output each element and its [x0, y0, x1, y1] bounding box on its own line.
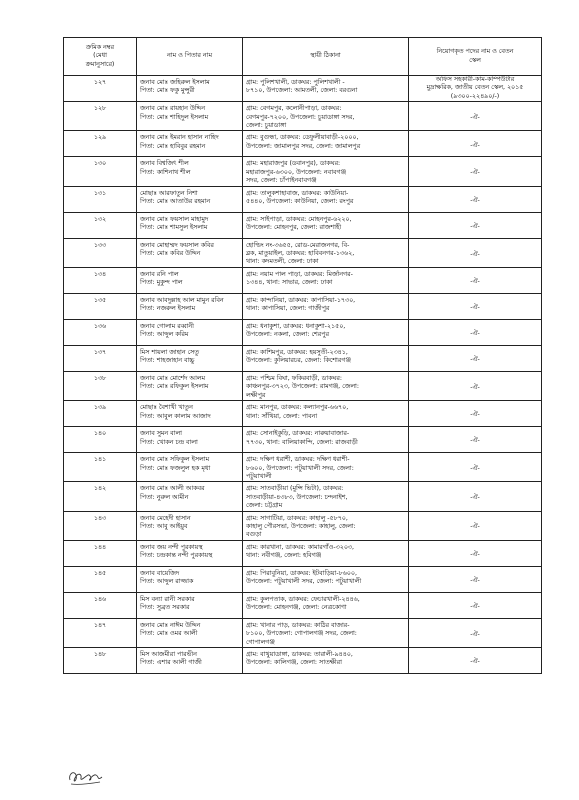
table-row [64, 267, 542, 293]
address-cell [243, 371, 409, 400]
post-cell [409, 157, 542, 186]
address-cell [243, 540, 409, 566]
address-cell [243, 293, 409, 319]
address-line: উপজেলা: মোহনগঞ্জ, জেলা: নেত্রকোণা [246, 604, 347, 612]
table-row [64, 618, 542, 647]
name-cell [137, 592, 243, 618]
father-name: পিতা: এশার আলী গাজী [140, 659, 202, 667]
candidate-name: মিস বন্যা রানী সরকার [140, 595, 195, 603]
address-line: গ্রাম: পশ্চিম বিঘা, ফকিরবাড়ী, ডাকঘর: [246, 374, 343, 382]
table-row [64, 566, 542, 592]
address-line: ৮১০০, উপজেলা: গোপালগঞ্জ সদর, জেলা: [246, 630, 357, 638]
ditto-mark: -ঐ- [470, 383, 480, 391]
father-name: পিতা: আবুল কালাম আজাদ [140, 412, 211, 420]
header-post: নিয়োগকৃত পদের নাম ও বেতন স্কেল [409, 38, 542, 76]
address-line: গ্রাম: সোনাইকুড়ি, ডাকঘর: নারুয়াবাজার- [246, 430, 350, 438]
name-cell [137, 401, 243, 427]
address-line: ৮৭১০, উপজেলা: আমতলী, জেলা: বরগুনা [246, 87, 358, 95]
post-cell [409, 131, 542, 157]
post-cell [409, 267, 542, 293]
address-line: পটুয়াখালী [246, 472, 272, 480]
address-line: ৮৬০০, উপজেলা: পটুয়াখালী সদর, জেলা: [246, 464, 354, 472]
name-cell [137, 647, 243, 673]
name-cell [137, 212, 243, 238]
table-row [64, 238, 542, 267]
address-line: কাহালু পৌরসভা, উপজেলা: কাহালু, জেলা: [246, 522, 356, 530]
address-line: জেলা: চট্টগ্রাম [246, 502, 283, 510]
post-cell [409, 566, 542, 592]
father-name: পিতা: মোঃ শামসুল ইসলাম [140, 224, 208, 232]
table-row [64, 540, 542, 566]
father-name: পিতা: মোঃ শাহিদুল ইসলাম [140, 113, 209, 121]
post-line: মুদ্রাক্ষরিক, জাতীয় বেতন স্কেল, ২০১৫ [426, 84, 524, 92]
ditto-mark: -ঐ- [470, 577, 480, 585]
father-name: পিতা: আবু আইয়ুব [140, 522, 188, 530]
ditto-mark: -ঐ- [470, 278, 480, 286]
table-row [64, 511, 542, 540]
serial-number: ১৪৫ [64, 566, 137, 592]
table-row [64, 186, 542, 212]
address-cell [243, 238, 409, 267]
address-cell [243, 566, 409, 592]
table-row [64, 319, 542, 345]
ditto-mark: -ঐ- [470, 304, 480, 312]
address-line: কাঞ্চনপুর-৩৭২৩, উপজেলা: রামগঞ্জ, জেলা: [246, 383, 359, 391]
address-cell [243, 453, 409, 482]
post-cell [409, 238, 542, 267]
address-cell [243, 511, 409, 540]
candidate-name: জনাব মেহেদী হাসান [140, 514, 191, 522]
candidate-name: জনাব মোঃ ইমরান হাসান নাহিদ [140, 134, 219, 142]
post-cell [409, 212, 542, 238]
address-line: গ্রাম: বাথুয়াডাঙ্গা, ডাকঘর: তারালী-৯৪৪০, [246, 650, 353, 658]
header-serial: ক্রমিক নম্বর (মেধা ক্রমানুসারে) [64, 38, 137, 76]
address-line: ৭৭৩০, থানা: বালিয়াকান্দি, জেলা: রাজবাড়ী [246, 438, 358, 446]
father-name: পিতা: মুকুন্দ পাল [140, 279, 183, 287]
ditto-mark: -ঐ- [470, 141, 480, 149]
address-line: সাতবাড়ীয়া-৪৩৮৩, উপজেলা: চন্দনাইশ, [246, 493, 348, 501]
candidate-name: মিস আজমীরা পারভীন [140, 650, 197, 658]
serial-number: ১৩৭ [64, 345, 137, 371]
address-line: বগুড়া [246, 531, 262, 539]
table-row [64, 293, 542, 319]
address-line: উপজেলা: নকলা, জেলা: শেরপুর [246, 331, 329, 339]
candidate-name: জনাব মোঃ মোর্শেদ আলম [140, 374, 205, 382]
ditto-mark: -ঐ- [470, 222, 480, 230]
address-cell [243, 647, 409, 673]
address-line: উপজেলা: কালিগঞ্জ, জেলা: সাতক্ষীরা [246, 659, 342, 667]
address-line: উপজেলা: মোহনপুর, জেলা: রাজশাহী [246, 224, 342, 232]
ditto-mark: -ঐ- [470, 356, 480, 364]
table-row [64, 371, 542, 400]
ditto-mark: -ঐ- [470, 437, 480, 445]
serial-number: ১২৮ [64, 102, 137, 131]
father-name: পিতা: আব্দুল রাজ্জাক [140, 578, 194, 586]
ditto-mark: -ঐ- [470, 250, 480, 258]
ditto-mark: -ঐ- [470, 330, 480, 338]
address-line: ১৩৪৪, থানা: সাভার, জেলা: ঢাকা [246, 279, 333, 287]
father-name: পিতা: শাহজাহান বাচ্চু [140, 357, 195, 365]
serial-number: ১৩৬ [64, 319, 137, 345]
name-cell [137, 76, 243, 102]
serial-number: ১২৭ [64, 76, 137, 102]
address-cell [243, 427, 409, 453]
candidate-name: জনাব বিশ্বজিৎ শীল [140, 160, 189, 168]
candidate-name: মিস শায়লা জাহান সেতু [140, 348, 200, 356]
address-line: উপজেলা: কুলিয়ারচর, জেলা: কিশোরগঞ্জ [246, 357, 351, 365]
name-cell [137, 238, 243, 267]
address-line: উপজেলা: পটুয়াখালী সদর, জেলা: পটুয়াখালী [246, 578, 362, 586]
ditto-mark: -ঐ- [470, 523, 480, 531]
father-name: পিতা: চন্দ্রকান্ত নন্দী পুরকায়স্থ [140, 552, 213, 560]
address-cell [243, 319, 409, 345]
address-line: মহারাজপুর-৬৩০০, উপজেলা: নবাবগঞ্জ [246, 168, 347, 176]
serial-number: ১৪০ [64, 427, 137, 453]
serial-number: ১২৯ [64, 131, 137, 157]
father-name: পিতা: মোঃ ফজলুল হক মৃধা [140, 464, 211, 472]
name-cell [137, 540, 243, 566]
address-line: গ্রাম: ধনাকুশা, ডাকঘর: ধনাকুশা-২১৫০, [246, 322, 346, 330]
candidate-name: জনাব বায়েজিদ [140, 569, 180, 577]
address-line: গ্রাম: সাগাটিয়া, ডাকঘর: কাহালু -৫৮৭০, [246, 514, 348, 522]
name-cell [137, 186, 243, 212]
serial-number: ১৪১ [64, 453, 137, 482]
candidate-name: জনাব আবদুল্লাহ আল মামুন রবিন [140, 296, 224, 304]
serial-number: ১৪৮ [64, 647, 137, 673]
name-cell [137, 482, 243, 511]
name-cell [137, 345, 243, 371]
address-line: জেলা: চুয়াডাঙ্গা [246, 122, 287, 130]
serial-number: ১৩৮ [64, 371, 137, 400]
ditto-mark: -ঐ- [470, 603, 480, 611]
candidate-name: জনাব মোঃ ফয়সাল মাহামুদ [140, 215, 209, 223]
serial-number: ১৩১ [64, 186, 137, 212]
candidate-name: জনাব মোঃ জহিরুল ইসলাম [140, 79, 210, 86]
serial-number: ১৪৭ [64, 618, 137, 647]
father-name: পিতা: মোঃ ফকু মুন্সুরী [140, 87, 195, 95]
candidate-name: জনাব মোঃ আলী আকবর [140, 485, 205, 493]
address-line: থানা: নবীগঞ্জ, জেলা: হবিগঞ্জ [246, 552, 322, 560]
serial-number: ১৪৩ [64, 511, 137, 540]
table-row [64, 401, 542, 427]
candidate-name: জনাব মোহাম্মদ ফয়সাল কবির [140, 241, 214, 249]
post-line: (৯৩০০-২২৪৯০/-) [450, 92, 500, 100]
father-name: পিতা: খোকন চন্দ্র বালা [140, 438, 198, 446]
address-line: উপজেলা: জামালপুর সদর, জেলা: জামালপুর [246, 142, 361, 150]
father-name: পিতা: মোঃ রফিকুল ইসলাম [140, 383, 209, 391]
address-line: গ্রাম: বেগমপুর, কলোনীপাড়া, ডাকঘর: [246, 105, 342, 113]
name-cell [137, 293, 243, 319]
table-body [64, 76, 542, 674]
address-line: গ্রাম: খানার পাড়, ডাকঘর: কাঠির বাজার- [246, 621, 350, 629]
address-line: থানা: কাপাসিয়া, জেলা: গাজীপুর [246, 305, 330, 313]
father-name: পিতা: সুব্রত সরকার [140, 604, 190, 612]
father-name: পিতা: মোঃ কবির উদ্দিন [140, 250, 201, 258]
address-line: গ্রাম: পুলিশখালী, ডাকঘর: পুলিশখালী - [246, 79, 345, 86]
serial-number: ১৩০ [64, 157, 137, 186]
table-row [64, 453, 542, 482]
table-row [64, 647, 542, 673]
header-name: নাম ও পিতার নাম [137, 38, 243, 76]
address-line: গ্রাম: পিরাবুনিয়া, ডাকঘর: ইটবাড়িয়া-৮৬০০, [246, 569, 357, 577]
post-cell [409, 401, 542, 427]
address-line: বেগমপুর-৭২০০, উপজেলা: চুয়াডাঙ্গা সদর, [246, 113, 355, 121]
post-cell [409, 76, 542, 102]
post-cell [409, 345, 542, 371]
candidate-name: মোছাঃ বৈশাখী খাতুন [140, 404, 193, 412]
name-cell [137, 319, 243, 345]
address-line: গ্রাম: মহারাজপুর (ডবানপুর), ডাকঘর: [246, 160, 341, 168]
ditto-mark: -ঐ- [470, 465, 480, 472]
name-cell [137, 131, 243, 157]
father-name: পিতা: মোঃ ওমর আলী [140, 630, 198, 638]
candidate-name: জনাব জয় নন্দী পুরকায়স্থ [140, 543, 203, 551]
post-cell [409, 293, 542, 319]
father-name: পিতা: মোঃ হাবিবুর রহমান [140, 142, 206, 150]
father-name: পিতা: নুরুল আমীন [140, 493, 189, 501]
table-row [64, 345, 542, 371]
table-header-row [64, 38, 542, 76]
candidate-name: জনাব গোলাম রব্বানী [140, 322, 194, 330]
address-line: সদর, জেলা: চাঁপাইনবাবগঞ্জ [246, 177, 317, 185]
ditto-mark: -ঐ- [470, 494, 480, 502]
address-cell [243, 186, 409, 212]
post-cell [409, 319, 542, 345]
address-line: লক্ষীপুর [246, 391, 266, 399]
ditto-mark: -ঐ- [470, 658, 480, 666]
address-line: গ্রাম: নয়াম পাল পাড়া, ডাকঘর: মির্জানগর- [246, 270, 353, 278]
candidate-name: জনাব রনি পাল [140, 270, 179, 278]
table-row [64, 102, 542, 131]
post-cell [409, 186, 542, 212]
table-row [64, 212, 542, 238]
father-name: পিতা: আব্দুল করিম [140, 331, 189, 339]
table-row [64, 76, 542, 102]
address-line: গ্রাম: দক্ষিণ ধরাশী, ডাকঘর: দক্ষিণ ধরাশী- [246, 456, 350, 464]
address-line: হোল্ডিং নং-৩৬৫৫, রোড-মেরাজনগর, বি- [246, 241, 350, 249]
father-name: পিতা: নজরুল ইসলাম [140, 305, 196, 313]
address-cell [243, 102, 409, 131]
serial-number: ১৩৯ [64, 401, 137, 427]
address-cell [243, 618, 409, 647]
address-line: গ্রাম: কাশিমপুর, ডাকঘর: হয়সুতী-২৩৪১, [246, 348, 348, 356]
post-cell [409, 102, 542, 131]
address-line: থানা: কদমতলী, জেলা: ঢাকা [246, 258, 319, 266]
post-cell [409, 482, 542, 511]
table-row [64, 131, 542, 157]
address-cell [243, 267, 409, 293]
address-line: ব্লক, মাতুয়াইল, ডাকঘর: হাবিবনগর-১৩৬২, [246, 250, 355, 258]
address-cell [243, 345, 409, 371]
table-row [64, 157, 542, 186]
address-line: গ্রাম: সাইপাড়া, ডাকঘর: মোহনপুর-৬২২০, [246, 215, 352, 223]
address-line: গ্রাম: কারখানা, ডাকঘর: কামারগাঁও-৩২০৩, [246, 543, 355, 551]
address-cell [243, 401, 409, 427]
name-cell [137, 453, 243, 482]
post-cell [409, 427, 542, 453]
post-cell [409, 647, 542, 673]
address-cell [243, 76, 409, 102]
table-row [64, 592, 542, 618]
ditto-mark: -ঐ- [470, 630, 480, 638]
address-cell [243, 212, 409, 238]
address-cell [243, 157, 409, 186]
address-line: গ্রাম: মানপুর, ডাকঘর: কল্যানপুর-৬৬৭০, [246, 404, 349, 412]
address-cell [243, 131, 409, 157]
name-cell [137, 427, 243, 453]
post-cell [409, 453, 542, 482]
post-cell [409, 371, 542, 400]
name-cell [137, 566, 243, 592]
header-address: স্থায়ী ঠিকানা [243, 38, 409, 76]
ditto-mark: -ঐ- [470, 169, 480, 177]
serial-number: ১৩৪ [64, 267, 137, 293]
candidate-name: জনাব সুমন বালা [140, 430, 182, 438]
candidate-name: জনাব মোঃ রায়হান উদ্দিন [140, 105, 205, 113]
post-cell [409, 511, 542, 540]
serial-number: ১৩২ [64, 212, 137, 238]
name-cell [137, 618, 243, 647]
appointment-table [63, 37, 542, 674]
table-row [64, 482, 542, 511]
serial-number: ১৩৩ [64, 238, 137, 267]
post-line: অফিস সহকারী-কাম-কম্পিউটার [435, 76, 515, 83]
name-cell [137, 371, 243, 400]
candidate-name: জনাব মোঃ সফিকুল ইসলাম [140, 456, 210, 464]
table-row [64, 427, 542, 453]
address-cell [243, 592, 409, 618]
address-line: ৫৪৪০, উপজেলা: কাউনিয়া, জেলা: রংপুর [246, 198, 354, 206]
ditto-mark: -ঐ- [470, 114, 480, 122]
address-line: গ্রাম: কুলপতাক, ডাকঘর: ফেচারখালী-২৪৪৬, [246, 595, 360, 603]
address-line: গোপালগঞ্জ [246, 638, 275, 646]
signature-mark [66, 766, 106, 788]
serial-number: ১৪৪ [64, 540, 137, 566]
serial-number: ১৪২ [64, 482, 137, 511]
candidate-name: জনাব মোঃ নাঈম উদ্দিন [140, 621, 201, 629]
post-cell [409, 540, 542, 566]
father-name: পিতা: কাশিনাথ শীল [140, 168, 191, 176]
ditto-mark: -ঐ- [470, 551, 480, 559]
serial-number: ১৩৫ [64, 293, 137, 319]
address-line: গ্রাম: সাতবাড়ীয়া (মুন্সি ভিটা), ডাকঘর: [246, 485, 344, 493]
ditto-mark: -ঐ- [470, 196, 480, 204]
address-line: থানা: সাঁথিয়া, জেলা: পাবনা [246, 412, 318, 420]
address-line: গ্রাম: কান্দানিয়া, ডাকঘর: কাপাসিয়া-১৭৩০, [246, 296, 356, 304]
father-name: পিতা: মোঃ আতাউর রহমান [140, 198, 211, 206]
address-cell [243, 482, 409, 511]
address-line: গ্রাম: বুগুন্ধা, ডাকঘর: ডেফুলীয়াবাড়ী-২০০০, [246, 134, 359, 142]
name-cell [137, 511, 243, 540]
post-cell [409, 618, 542, 647]
ditto-mark: -ঐ- [470, 411, 480, 419]
serial-number: ১৪৬ [64, 592, 137, 618]
candidate-name: মোছাঃ আরফাতুন নিশা [140, 189, 198, 197]
name-cell [137, 157, 243, 186]
post-cell [409, 592, 542, 618]
name-cell [137, 267, 243, 293]
name-cell [137, 102, 243, 131]
address-line: গ্রাম: তালুকশাহাবাজ, ডাকঘর: কাউনিয়া- [246, 189, 349, 197]
